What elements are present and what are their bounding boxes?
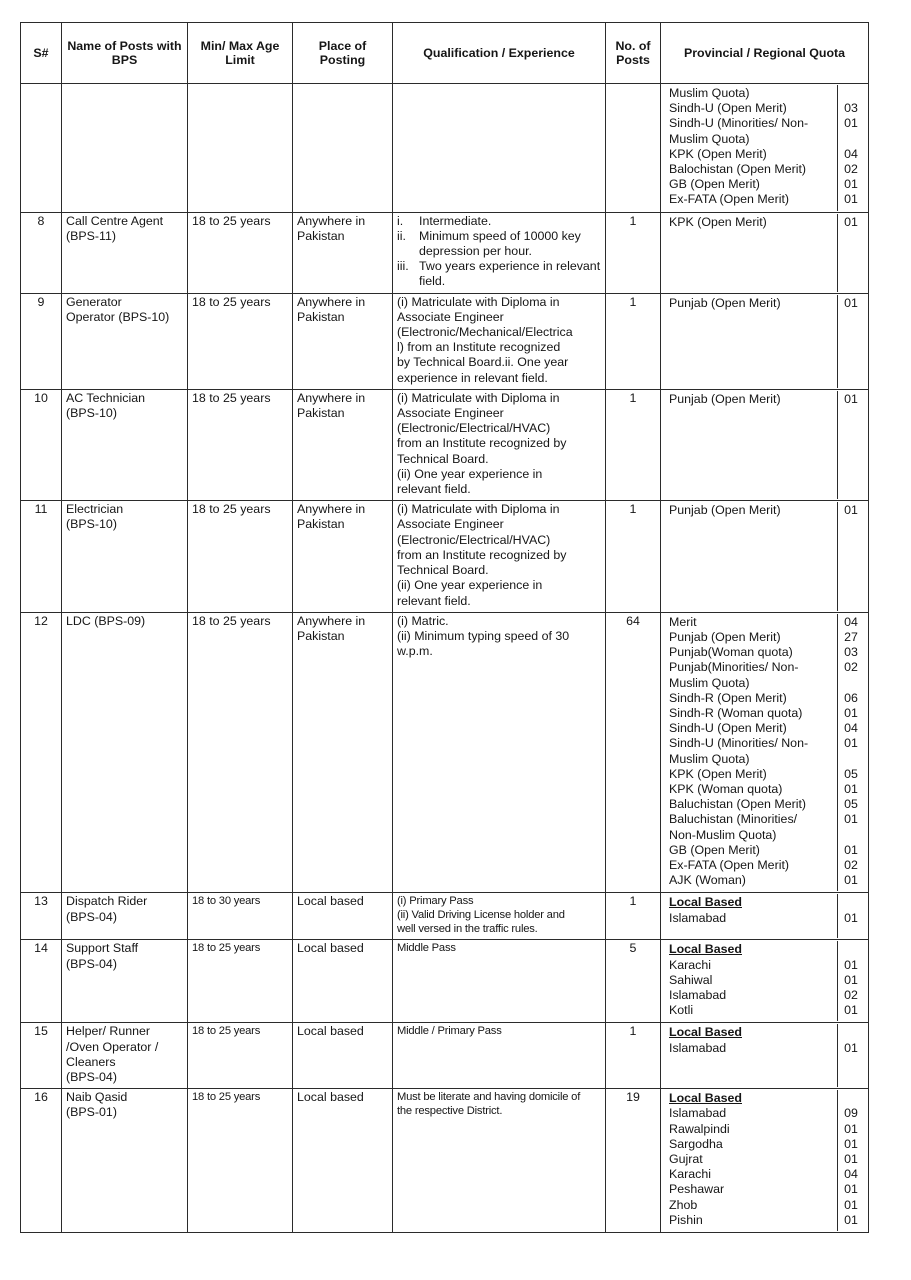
qualification-marker: i. [397,213,404,228]
cell-place [293,212,393,293]
quota-name: Muslim Quota) [669,131,750,146]
post-name-line: (BPS-04) [66,909,117,924]
quota-count: 01 [844,391,858,406]
post-name-line: Cleaners [66,1054,116,1069]
cell-quota [661,501,869,612]
quota-count-spacer [838,942,864,957]
quota-count: 01 [844,910,858,925]
quota-block [665,295,864,388]
quota-name: Peshawar [669,1182,725,1197]
place-line: Pakistan [297,517,345,532]
qualification-item [397,229,601,259]
cell-age: 18 to 25 years [188,1089,293,1233]
table-row [21,612,869,893]
qualification-line: (ii) One year experience in [397,466,543,481]
qualification-line: well versed in the traffic rules. [397,923,538,936]
quota-name: Sindh-U (Open Merit) [669,721,787,736]
quota-name: Gujrat [669,1152,703,1166]
qualification-text: Two years experience in relevant field. [419,259,601,289]
cell-sn: 13 [21,893,62,940]
quota-count: 01 [844,873,858,888]
quota-name: Merit [669,614,697,629]
quota-count: 01 [844,503,858,518]
quota-count: 01 [844,1212,858,1227]
cell-posts: 1 [606,893,661,940]
quota-counts [838,502,864,610]
cell-place [293,1089,393,1233]
quota-count: 02 [844,162,858,177]
quota-name: GB (Open Merit) [669,842,760,857]
quota-count: 01 [844,116,858,131]
qualification-line: Associate Engineer [397,406,504,421]
cell-quota [661,84,869,213]
qualification-line: relevant field. [397,593,471,608]
qualification-line: (i) Matriculate with Diploma in [397,502,560,517]
table-row [21,1089,869,1233]
quota-count: 01 [844,736,858,751]
place-line: Anywhere in [297,213,366,228]
qualification-text: Intermediate. [419,213,492,228]
quota-count: 01 [844,842,858,857]
qualification-line: (i) Matriculate with Diploma in [397,390,560,405]
quota-name: Sindh-R (Open Merit) [669,690,787,705]
place-line: Local based [297,894,364,909]
quota-count: 01 [844,972,858,987]
quota-name: Muslim Quota) [669,675,750,690]
quota-names [665,502,838,610]
cell-qualification [393,1089,606,1233]
post-name-line: Electrician [66,502,124,517]
table-row [21,212,869,293]
cell-age: 18 to 25 years [188,501,293,612]
cell-age: 18 to 25 years [188,212,293,293]
quota-block [665,894,864,938]
quota-name: Islamabad [669,1106,727,1121]
quota-count: 01 [844,177,858,192]
quota-count: 01 [844,781,858,796]
cell-posts: 1 [606,501,661,612]
quota-names [665,614,838,892]
quota-counts [838,894,864,938]
quota-count [838,676,864,691]
quota-name: Rawalpindi [669,1121,730,1136]
quota-block [665,391,864,499]
cell-place [293,612,393,893]
quota-count: 01 [844,705,858,720]
cell-quota [661,212,869,293]
quota-count: 02 [844,857,858,872]
header-qualification: Qualification / Experience [393,23,606,84]
cell-posts: 1 [606,389,661,500]
place-line: Pakistan [297,309,345,324]
quota-heading: Local Based [669,942,742,957]
quota-count [838,86,864,101]
cell-place [293,1023,393,1089]
qualification-text: Minimum speed of 10000 key depression per hour. [419,228,581,259]
quota-name: KPK (Open Merit) [669,214,767,229]
cell-age: 18 to 25 years [188,940,293,1023]
header-post-name: Name of Posts with BPS [62,23,188,84]
quota-count: 01 [844,1003,858,1018]
cell-place [293,293,393,389]
qualification-item [397,259,601,289]
quota-name: Karachi [669,1167,712,1182]
place-line: Anywhere in [297,502,366,517]
post-name-line: (BPS-11) [66,228,117,243]
quota-count: 01 [844,1151,858,1166]
table-row [21,389,869,500]
quota-count [838,132,864,147]
cell-qualification [393,389,606,500]
quota-count: 01 [844,1040,858,1055]
header-place-of-posting: Place of Posting [293,23,393,84]
cell-post [62,1023,188,1089]
qualification-line: (i) Primary Pass [397,895,474,908]
cell-place [293,501,393,612]
qualification-line: (Electronic/Mechanical/Electrica [397,325,573,340]
qualification-line: experience in relevant field. [397,370,548,385]
quota-count [838,752,864,767]
quota-block [665,1024,864,1087]
quota-counts [838,1090,864,1231]
qualification-line: Associate Engineer [397,517,504,532]
qualification-line: (i) Matriculate with Diploma in [397,294,560,309]
cell-sn: 14 [21,940,62,1023]
quota-count [838,828,864,843]
qualification-line: from an Institute recognized by [397,547,567,562]
quota-name: Islamabad [669,910,727,925]
cell-post [62,893,188,940]
quota-counts [838,391,864,499]
qualification-line: (i) Matric. [397,613,449,628]
post-name-line: Generator [66,294,122,309]
post-name-line: (BPS-04) [66,1069,117,1084]
quota-count: 04 [844,1167,858,1182]
quota-name: KPK (Woman quota) [669,781,783,796]
cell-qualification [393,612,606,893]
quota-name: Punjab(Minorities/ Non- [669,660,799,675]
quota-name: Ex-FATA (Open Merit) [669,857,790,872]
cell-place [293,84,393,213]
qualification-line: l) from an Institute recognized [397,340,561,355]
quota-block [665,1090,864,1231]
table-row [21,1023,869,1089]
quota-name: Karachi [669,957,712,972]
cell-place [293,940,393,1023]
post-name-line: AC Technician [66,390,145,405]
cell-sn: 8 [21,212,62,293]
quota-name: Sindh-U (Minorities/ Non- [669,736,809,751]
cell-post [62,293,188,389]
quota-counts [838,1024,864,1087]
quota-name: KPK (Open Merit) [669,146,767,161]
quota-names [665,941,838,1021]
qualification-line: (ii) Minimum typing speed of 30 [397,628,570,643]
qualification-line: (ii) One year experience in [397,578,543,593]
qualification-list [397,214,601,290]
cell-sn [21,84,62,213]
quota-name: Islamabad [669,987,727,1002]
quota-name: Punjab (Open Merit) [669,295,781,310]
qualification-line: relevant field. [397,482,471,497]
cell-age: 18 to 25 years [188,293,293,389]
quota-name: Baluchistan (Open Merit) [669,797,807,812]
quota-counts [838,614,864,892]
post-name-line: Helper/ Runner [66,1024,151,1039]
cell-posts: 19 [606,1089,661,1233]
cell-qualification [393,293,606,389]
cell-quota [661,1023,869,1089]
quota-count: 02 [844,987,858,1002]
cell-quota [661,389,869,500]
qualification-line: Technical Board. [397,451,489,466]
cell-sn: 9 [21,293,62,389]
cell-quota [661,1089,869,1233]
quota-names [665,391,838,499]
quota-counts [838,941,864,1021]
qualification-line: the respective District. [397,1105,503,1118]
cell-sn: 15 [21,1023,62,1089]
quota-count: 09 [844,1106,858,1121]
qualification-line: from an Institute recognized by [397,436,567,451]
cell-post [62,940,188,1023]
quota-count: 05 [844,766,858,781]
cell-qualification [393,1023,606,1089]
post-name-line: (BPS-10) [66,517,117,532]
post-name-line: Support Staff [66,941,139,956]
quota-count: 01 [844,812,858,827]
quota-count-spacer [838,1025,864,1040]
qualification-line: Associate Engineer [397,309,504,324]
quota-counts [838,214,864,292]
cell-quota [661,940,869,1023]
quota-count: 01 [844,295,858,310]
qualification-line: Middle Pass [397,942,456,955]
place-line: Pakistan [297,406,345,421]
quota-name: Sindh-U (Open Merit) [669,101,787,116]
cell-quota [661,293,869,389]
cell-age: 18 to 25 years [188,1023,293,1089]
header-sn: S# [21,23,62,84]
table-row [21,940,869,1023]
quota-name: Punjab (Open Merit) [669,391,781,406]
quota-count: 06 [844,690,858,705]
qualification-line: (Electronic/Electrical/HVAC) [397,532,551,547]
cell-qualification [393,212,606,293]
cell-qualification [393,501,606,612]
cell-sn: 16 [21,1089,62,1233]
cell-post [62,389,188,500]
cell-post [62,1089,188,1233]
quota-block [665,85,864,211]
quota-count: 01 [844,1121,858,1136]
quota-counts [838,295,864,388]
qualification-line: (ii) Valid Driving License holder and [397,909,565,922]
job-vacancy-table [20,22,869,1233]
cell-sn: 12 [21,612,62,893]
post-name-line: (BPS-04) [66,956,117,971]
quota-count: 01 [844,214,858,229]
quota-count: 03 [844,645,858,660]
post-name-line: Operator (BPS-10) [66,309,170,324]
quota-name: GB (Open Merit) [669,177,760,192]
quota-name: Ex-FATA (Open Merit) [669,192,790,207]
quota-name: Sindh-R (Woman quota) [669,705,803,720]
cell-place [293,389,393,500]
quota-count: 05 [844,797,858,812]
quota-name: Sargodha [669,1136,723,1151]
quota-name: Non-Muslim Quota) [669,827,777,842]
cell-posts [606,84,661,213]
document-page [20,22,868,1233]
quota-name: Punjab (Open Merit) [669,503,781,518]
post-name-line: /Oven Operator / [66,1039,159,1054]
cell-quota [661,893,869,940]
quota-name: AJK (Woman) [669,873,746,888]
quota-name: Muslim Quota) [669,751,750,766]
quota-name: Kotli [669,1003,694,1018]
post-name-line: Dispatch Rider [66,894,148,909]
cell-place [293,893,393,940]
quota-count: 02 [844,660,858,675]
cell-posts: 1 [606,1023,661,1089]
place-line: Local based [297,1024,364,1039]
post-name-line: LDC (BPS-09) [66,613,146,628]
cell-posts: 1 [606,293,661,389]
qualification-line: w.p.m. [397,644,433,659]
cell-posts: 5 [606,940,661,1023]
quota-count: 04 [844,721,858,736]
quota-name: Muslim Quota) [669,86,750,100]
quota-name: Pishin [669,1212,703,1227]
table-row-continuation [21,84,869,213]
header-age-limit: Min/ Max Age Limit [188,23,293,84]
quota-name: Zhob [669,1197,698,1212]
post-name-line: Naib Qasid [66,1090,128,1105]
cell-post [62,212,188,293]
quota-count: 03 [844,101,858,116]
place-line: Local based [297,941,364,956]
quota-block [665,941,864,1021]
qualification-line: (Electronic/Electrical/HVAC) [397,421,551,436]
place-line: Pakistan [297,628,345,643]
quota-names [665,214,838,292]
qualification-marker: iii. [397,259,409,274]
place-line: Pakistan [297,228,345,243]
table-body [21,84,869,1233]
table-row [21,893,869,940]
cell-quota [661,612,869,893]
cell-sn: 11 [21,501,62,612]
cell-posts: 1 [606,212,661,293]
header-no-of-posts: No. of Posts [606,23,661,84]
quota-count: 01 [844,1182,858,1197]
quota-names [665,1090,838,1231]
quota-count: 27 [844,629,858,644]
place-line: Local based [297,1090,364,1105]
cell-post [62,612,188,893]
cell-age: 18 to 30 years [188,893,293,940]
qualification-item [397,214,601,229]
post-name-line: Call Centre Agent [66,213,164,228]
header-quota: Provincial / Regional Quota [661,23,869,84]
quota-name: Punjab (Open Merit) [669,629,781,644]
quota-heading: Local Based [669,1091,742,1106]
place-line: Anywhere in [297,613,366,628]
post-name-line: (BPS-01) [66,1105,117,1120]
quota-name: Punjab(Woman quota) [669,645,793,660]
cell-post [62,501,188,612]
quota-name: Islamabad [669,1040,727,1055]
quota-count-spacer [838,895,864,910]
quota-name: Baluchistan (Minorities/ [669,812,798,827]
cell-post [62,84,188,213]
cell-posts: 64 [606,612,661,893]
table-row [21,501,869,612]
cell-sn: 10 [21,389,62,500]
quota-count: 01 [844,957,858,972]
quota-name: Balochistan (Open Merit) [669,162,807,177]
quota-names [665,85,838,211]
quota-names [665,1024,838,1087]
quota-count: 01 [844,192,858,207]
quota-heading: Local Based [669,895,742,910]
quota-count: 01 [844,1136,858,1151]
cell-qualification [393,893,606,940]
cell-qualification [393,940,606,1023]
place-line: Anywhere in [297,390,366,405]
quota-block [665,614,864,892]
cell-qualification [393,84,606,213]
quota-block [665,214,864,292]
quota-names [665,894,838,938]
quota-heading: Local Based [669,1025,742,1040]
quota-block [665,502,864,610]
qualification-line: by Technical Board.ii. One year [397,355,569,370]
quota-count: 01 [844,1197,858,1212]
qualification-marker: ii. [397,228,406,243]
qualification-line: Technical Board. [397,563,489,578]
quota-counts [838,85,864,211]
post-name-line: (BPS-10) [66,406,117,421]
cell-age: 18 to 25 years [188,612,293,893]
quota-count-spacer [838,1091,864,1106]
table-header-row [21,23,869,84]
quota-name: Sahiwal [669,972,713,987]
qualification-line: Middle / Primary Pass [397,1025,502,1038]
cell-age: 18 to 25 years [188,389,293,500]
place-line: Anywhere in [297,294,366,309]
quota-name: Sindh-U (Minorities/ Non- [669,116,809,131]
quota-count: 04 [844,614,858,629]
quota-name: KPK (Open Merit) [669,766,767,781]
qualification-line: Must be literate and having domicile of [397,1091,581,1104]
quota-names [665,295,838,388]
table-row [21,293,869,389]
cell-age [188,84,293,213]
quota-count: 04 [844,146,858,161]
